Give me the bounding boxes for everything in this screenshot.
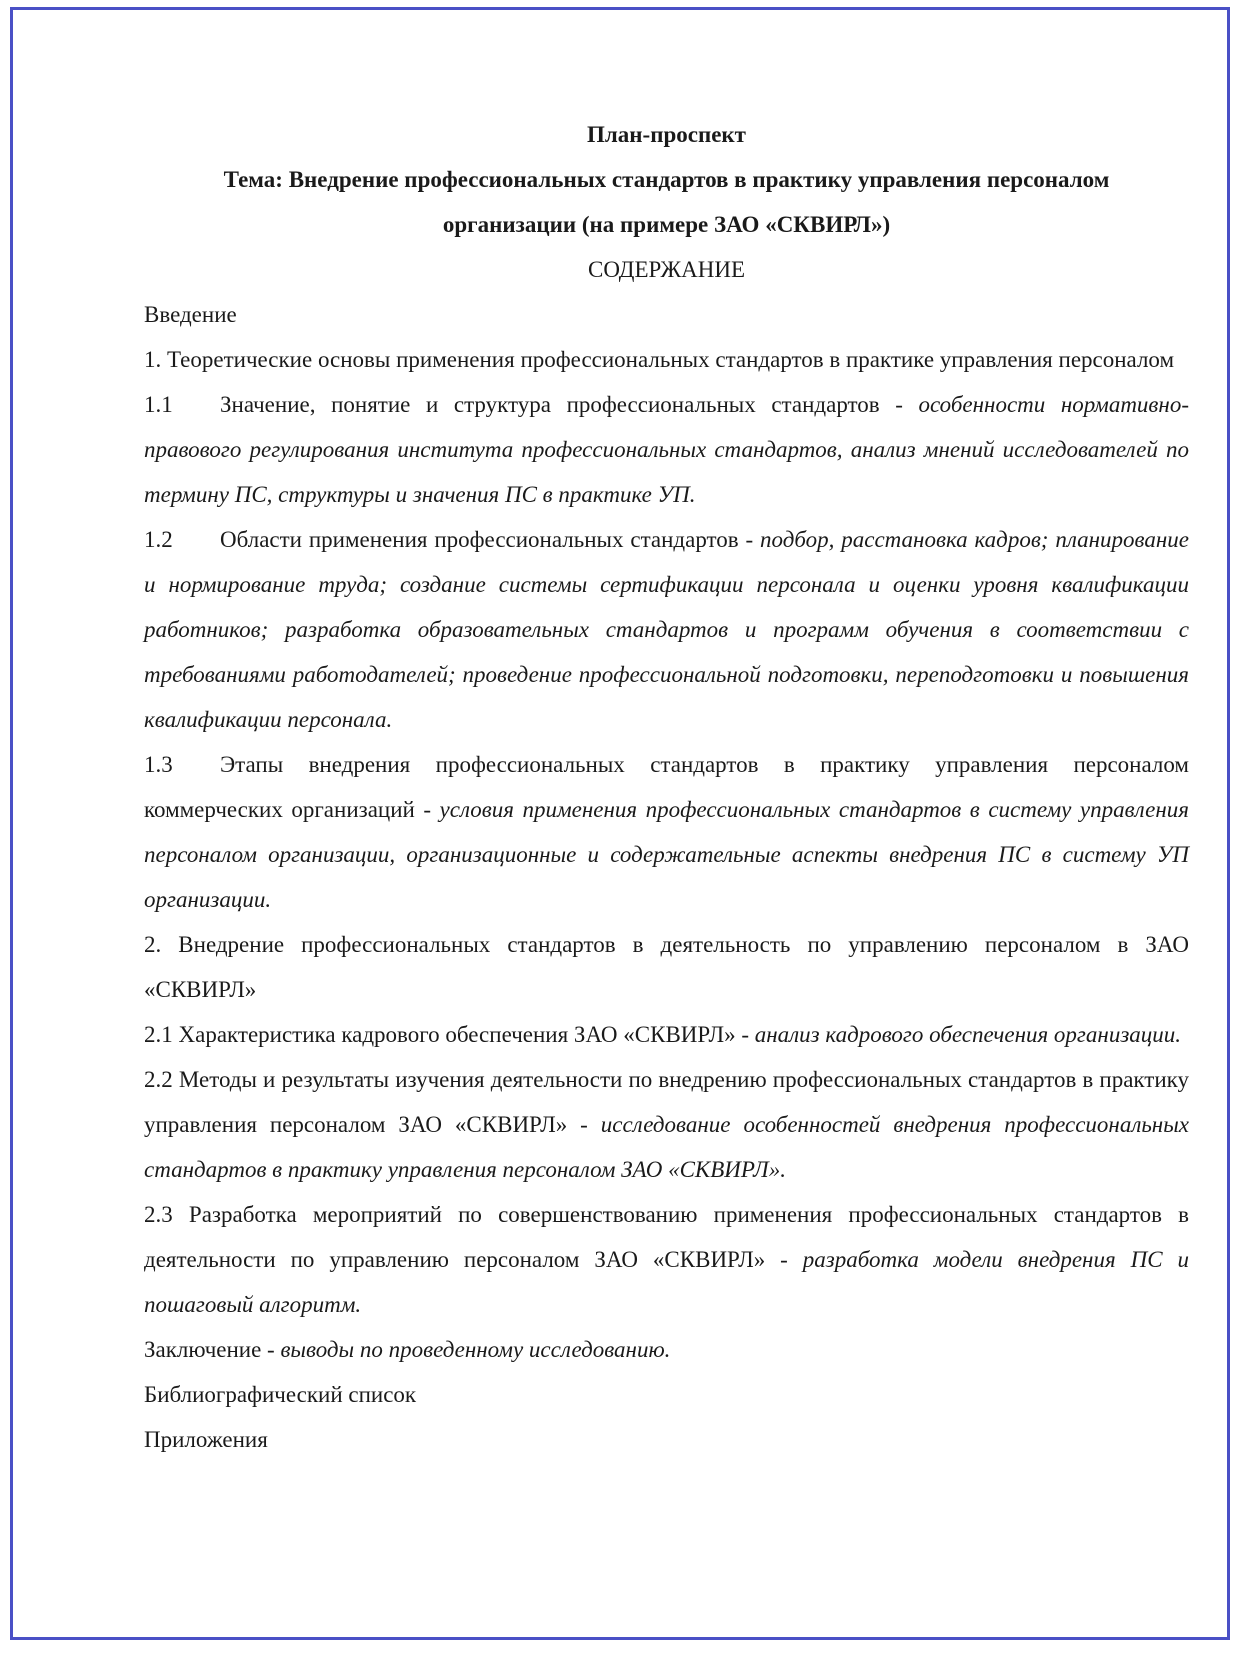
contents-heading: СОДЕРЖАНИЕ — [587, 257, 745, 282]
section-title: 2.2 Методы и результаты изучения деятельности по внедрению профессиональных стандартов в практику управления персоналом ЗАО «СКВИРЛ» - — [144, 1067, 1189, 1137]
section-description: подбор, расстановка кадров; планирование и нормирование труда; создание системы сертификации персонала и оценки уровня квалификации работников; разработка образовательных стандартов и программ обучения в соответствии с требованиями работодателей; проведение профессиональной подготовки, переподготовки и повышения квалификации персонала. — [144, 527, 1189, 732]
toc-section-2-1 — [144, 1012, 1189, 1057]
section-number: 1.2 — [144, 527, 173, 552]
toc-section-1-1 — [144, 382, 1189, 517]
toc-appendices: Приложения — [144, 1427, 268, 1452]
section-description: особенности нормативно-правового регулирования института профессиональных стандартов, анализ мнений исследователей по термину ПС, структуры и значения ПС в практике УП. — [144, 392, 1189, 507]
toc-introduction: Введение — [144, 302, 237, 327]
section-description: анализ кадрового обеспечения организации. — [754, 1022, 1182, 1047]
toc-section-1-3 — [144, 742, 1189, 922]
section-description: условия применения профессиональных стандартов в систему управления персоналом организации, организационные и содержательные аспекты внедрения ПС в систему УП организации. — [144, 797, 1189, 912]
section-title: 2.3 Разработка мероприятий по совершенствованию применения профессиональных стандартов в деятельности по управлению персоналом ЗАО «СКВИРЛ» - — [144, 1202, 1189, 1272]
section-description: разработка модели внедрения ПС и пошаговый алгоритм. — [144, 1247, 1189, 1317]
section-description: исследование особенностей внедрения профессиональных стандартов в практику управления персоналом ЗАО «СКВИРЛ». — [144, 1112, 1190, 1182]
section-number: 1.1 — [144, 392, 173, 417]
section-title: Области применения профессиональных стандартов - — [220, 527, 761, 552]
toc-section-1-2 — [144, 517, 1189, 742]
toc-chapter-1: 1. Теоретические основы применения профессиональных стандартов в практике управления персоналом — [144, 347, 1175, 372]
toc-section-2-3 — [144, 1192, 1189, 1327]
plan-title: План-проспект — [587, 122, 746, 147]
section-title: Значение, понятие и структура профессиональных стандартов - — [220, 392, 919, 417]
section-number: 1.3 — [144, 752, 173, 777]
section-title: Заключение - — [144, 1337, 281, 1362]
theme-line-2: организации (на примере ЗАО «СКВИРЛ») — [442, 212, 891, 237]
toc-chapter-2: 2. Внедрение профессиональных стандартов в деятельность по управлению персоналом в ЗАО «СКВИРЛ» — [144, 932, 1189, 1002]
theme-line-1: Тема: Внедрение профессиональных стандартов в практику управления персоналом — [223, 167, 1110, 192]
toc-section-2-2 — [144, 1057, 1189, 1192]
section-title: 2.1 Характеристика кадрового обеспечения ЗАО «СКВИРЛ» - — [144, 1022, 755, 1047]
toc-bibliography: Библиографический список — [144, 1382, 417, 1407]
toc-conclusion — [144, 1327, 1189, 1372]
section-title: Этапы внедрения профессиональных стандартов в практику управления персоналом коммерческих организаций - — [144, 752, 1189, 822]
document-body — [144, 112, 1189, 1462]
section-description: выводы по проведенному исследованию. — [280, 1337, 671, 1362]
